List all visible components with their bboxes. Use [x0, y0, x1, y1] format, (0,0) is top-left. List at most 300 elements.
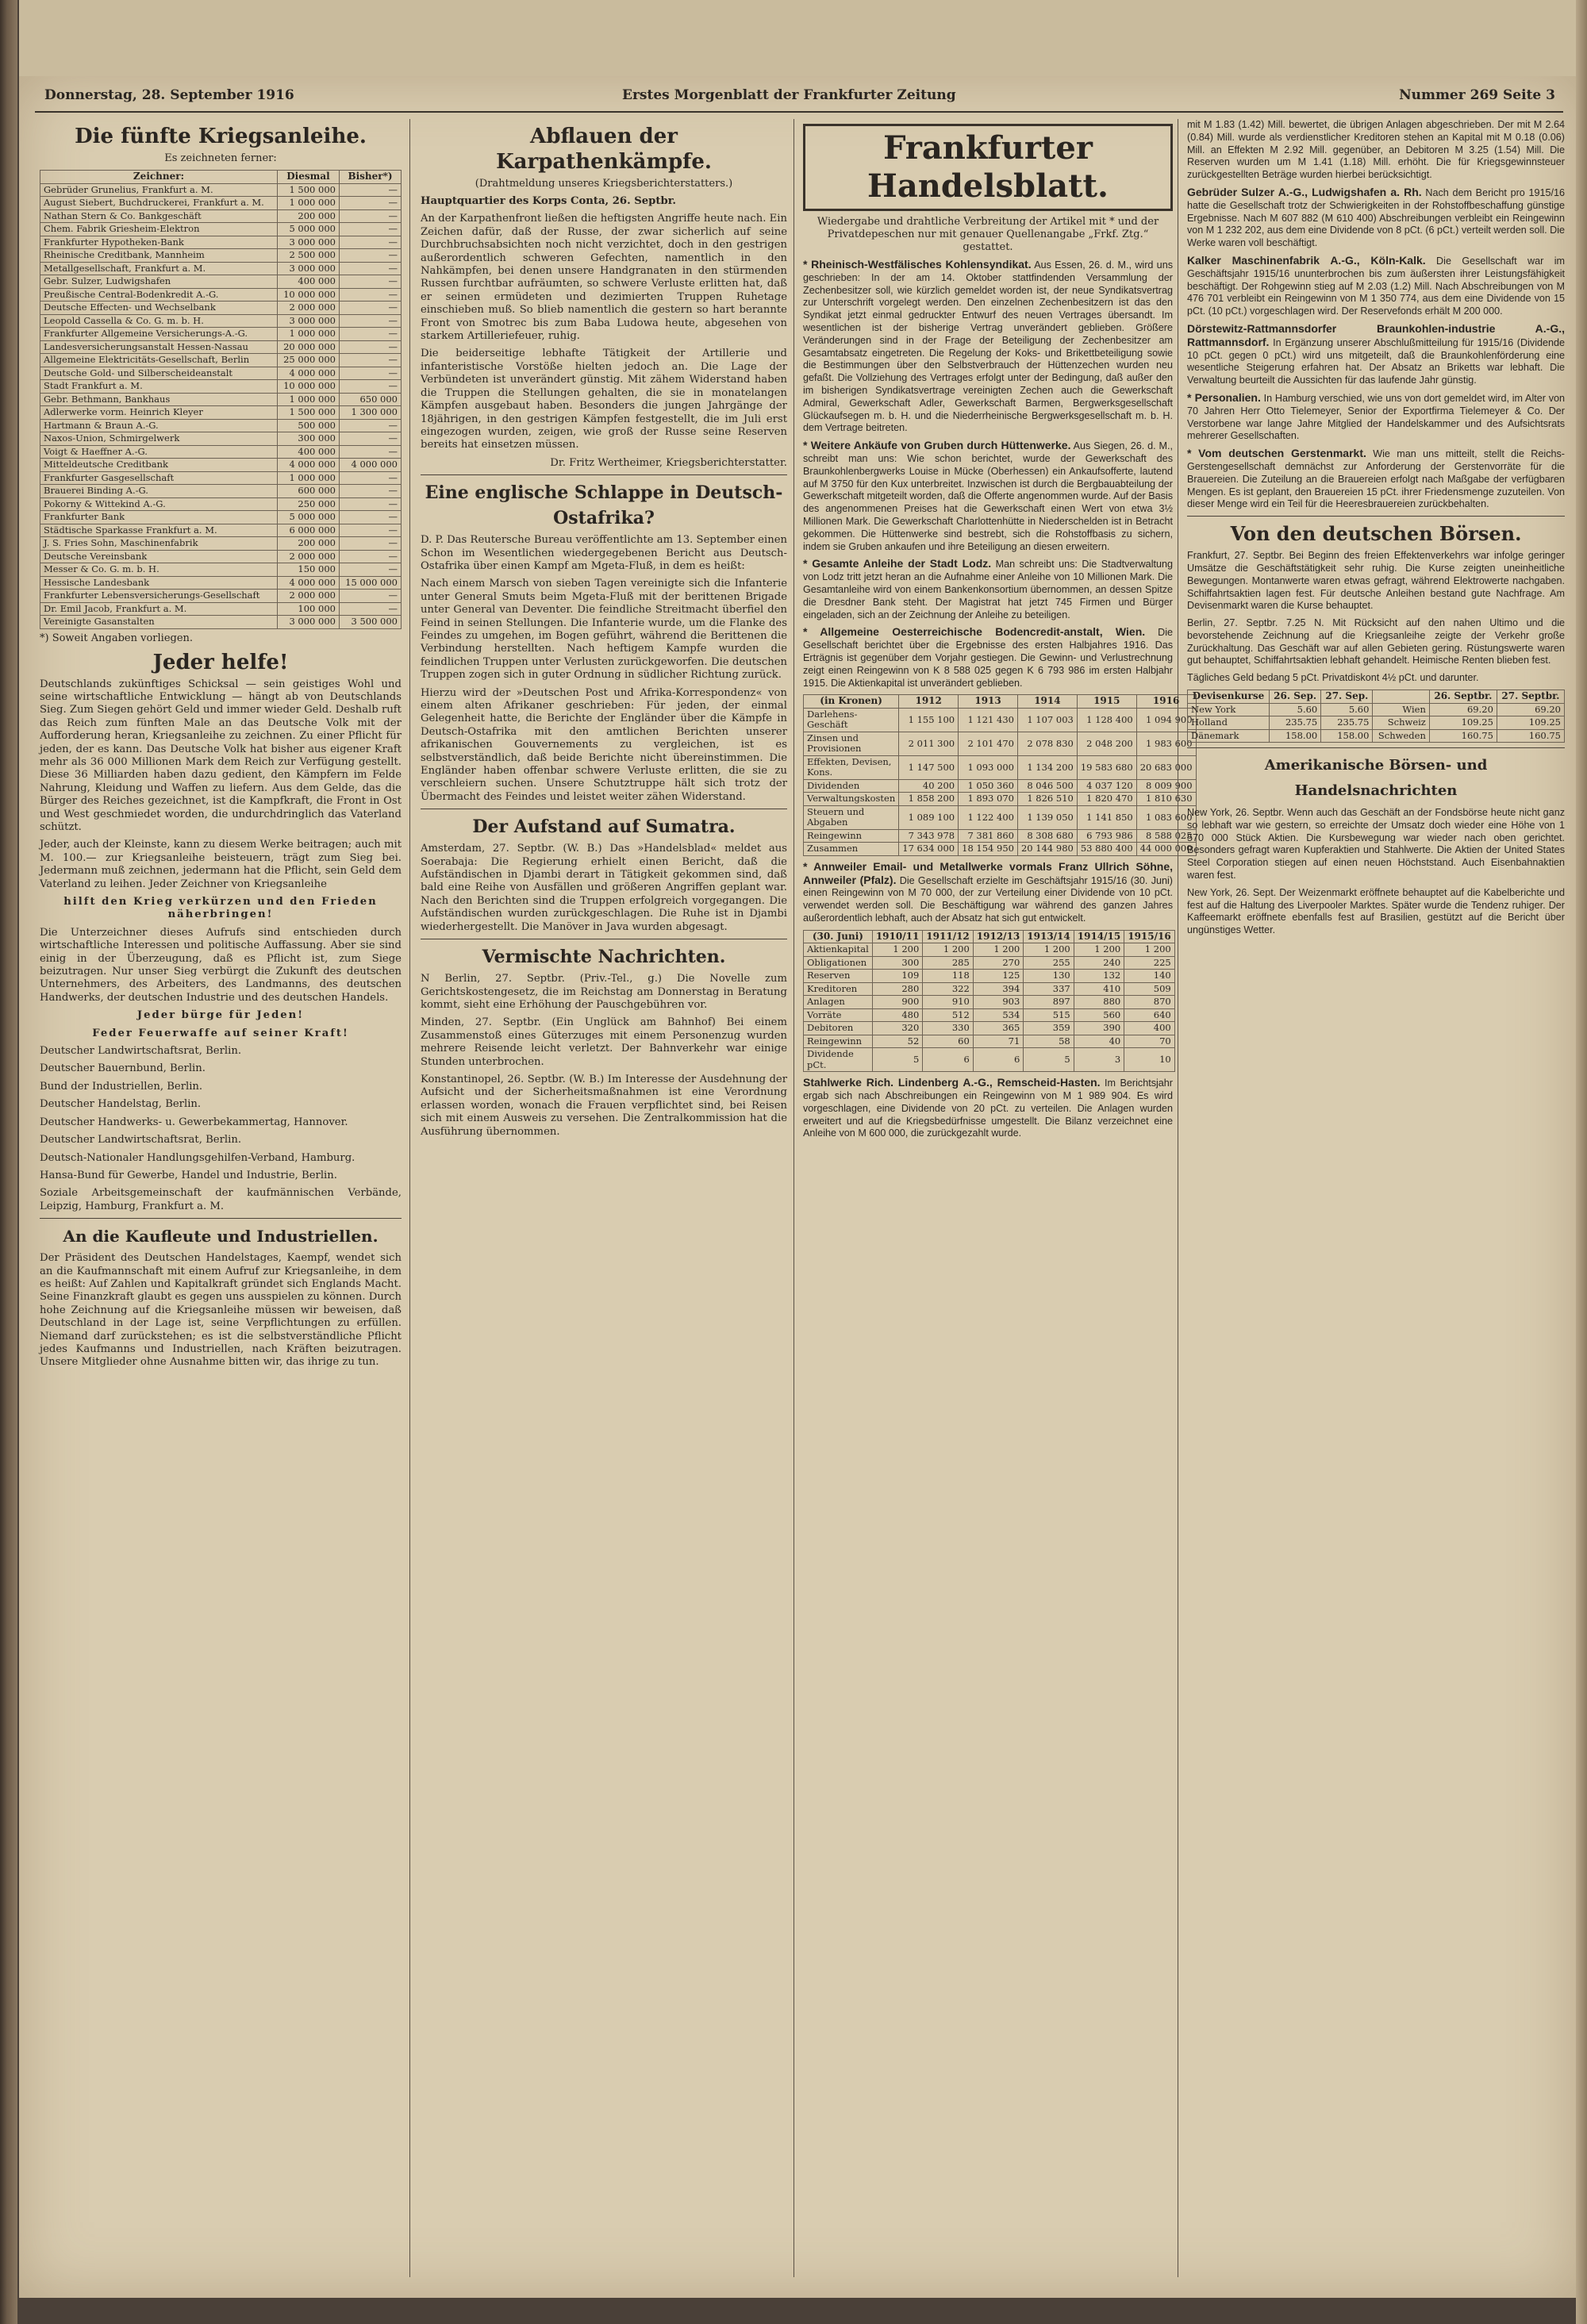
article-paragraph: New York, 26. Septbr. Wenn auch das Geschäft an der Fondsbörse heute nicht ganz so lebhaft war wie gestern, so erreichte der Umsatz doch wieder eine Höhe von 1 570 000 Stück Aktien. Die Kursbewegung war wieder nach oben gerichtet. Besonders gefragt waren Kupferaktien und Stahlwerte. Die Aktien der United States Steel Corporation stiegen auf einen neuen Höchststand. Auch Eisenbahnaktien waren fest.: [1187, 807, 1565, 882]
table-cell: —: [339, 197, 401, 210]
table-header-cell: 27. Sep.: [1321, 690, 1373, 704]
table-cell: —: [339, 367, 401, 380]
table-cell: Leopold Cassella & Co. G. m. b. H.: [40, 314, 278, 328]
table-cell: 2 000 000: [277, 590, 339, 603]
table-header-cell: 27. Septbr.: [1497, 690, 1564, 704]
table-header-cell: 1915/16: [1124, 930, 1174, 943]
table-cell: 480: [872, 1008, 922, 1022]
table-row: [40, 183, 402, 197]
table-cell: Zinsen und Provisionen: [804, 732, 899, 755]
table-cell: 1 000 000: [277, 197, 339, 210]
table-cell: —: [339, 314, 401, 328]
table-cell: 235.75: [1270, 716, 1321, 730]
table-row: [40, 511, 402, 524]
article-paragraph: Amsterdam, 27. Septbr. (W. B.) Das »Handelsblad« meldet aus Soerabaja: Die Regierung erhielt einen Bericht, daß die Aufständischen in Djambi derart in Tätigkeit gekommen sind, daß bald eine Reihe von Ausfällen und größeren Angriffen geplant war. Nach den Berichten sind die Truppen erfolgreich vorgegangen. Die Aufständischen wurden zurückgeschlagen. Die Ruhe ist in Djambi wiederhergestellt. Die Manöver in Java wurden abgesagt.: [421, 843, 787, 933]
table-cell: 6 000 000: [277, 524, 339, 537]
table-cell: 320: [872, 1022, 922, 1035]
table-cell: Debitoren: [804, 1022, 873, 1035]
table-cell: 1 500 000: [277, 183, 339, 197]
table-cell: 515: [1024, 1008, 1074, 1022]
table-footnote: *) Soweit Angaben vorliegen.: [40, 632, 194, 644]
table-cell: 4 000 000: [277, 576, 339, 590]
dateline: Hauptquartier des Korps Conta, 26. Septbr.: [421, 195, 677, 207]
signatory: Deutscher Handwerks- u. Gewerbekammertag, Hannover.: [40, 1116, 348, 1128]
table-cell: 1 893 070: [959, 793, 1018, 806]
article-title: Vermischte Nachrichten.: [482, 947, 726, 968]
table-row: [40, 354, 402, 367]
table-cell: 4 037 120: [1077, 779, 1136, 793]
table-cell: —: [339, 445, 401, 459]
war-loan-heading: Die fünfte Kriegsanleihe.: [75, 125, 367, 148]
war-loan-subheading: Es zeichneten ferner:: [164, 152, 277, 164]
article-paragraph: Jeder, auch der Kleinste, kann zu diesem Werke beitragen; auch mit M. 100.— zur Kriegsanleihe beisteuern, trägt zum Sieg bei. Jedermann muß zeichnen, jedermann hat die Pflicht, sein Geld dem Vaterland zu leihen. Jeder Zeichner von Kriegsanleihe: [40, 839, 402, 890]
table-cell: 300: [872, 956, 922, 970]
table-row: [40, 432, 402, 446]
table-cell: 322: [923, 982, 973, 996]
table-header-cell: 1914: [1017, 695, 1077, 709]
article-paragraph: Aus Siegen, 26. d. M., schreibt man uns: Wie schon berichtet, wurde der Gewerkschaft des Braunkohlenbergwerks Louise in Mücke (Oberhessen) ein Ankaufsofferte, lautend auf M 3750 für den Kux unterbreitet. Inzwischen ist durch die Bergbauabteilung der Gewerkschaft mitgeteilt worden, daß die Offerte angenommen wurde. Auf der Basis des angenommenen Preises hat die Gewerkschaft einen Wert von etwa 3½ Millionen Mark. Die Gewerkschaft Charlottenhütte in Niederschelden ist in Betracht gekommen. Die Hüttenwerke sind bestrebt, sich die Rohstoffbasis zu sichern, indem sie Gruben ankaufen und ihre Beteiligung an diesen erweitern.: [803, 440, 1173, 552]
table-row: [40, 471, 402, 485]
table-row: [40, 262, 402, 275]
table-cell: 900: [872, 996, 922, 1009]
table-cell: 140: [1124, 970, 1174, 983]
table-cell: 6 793 986: [1077, 829, 1136, 843]
table-cell: 7 343 978: [899, 829, 959, 843]
table-row: [40, 497, 402, 511]
table-cell: 235.75: [1321, 716, 1373, 730]
table-cell: 109.25: [1429, 716, 1497, 730]
table-cell: 4 000 000: [277, 367, 339, 380]
table-cell: Darlehens-Geschäft: [804, 708, 899, 732]
table-row: [40, 275, 402, 289]
table-cell: 58: [1024, 1035, 1074, 1048]
table-header-cell: 26. Sep.: [1270, 690, 1321, 704]
table-row: [40, 249, 402, 263]
table-row: [804, 956, 1175, 970]
table-cell: 8 308 680: [1017, 829, 1077, 843]
table-cell: 365: [973, 1022, 1023, 1035]
table-row: [40, 537, 402, 551]
table-cell: 109: [872, 970, 922, 983]
section-note: Wiedergabe und drahtliche Verbreitung der Artikel mit * und der Privatdepeschen nur mit genauer Quellenangabe „Frkf. Ztg.“ gestattet.: [817, 216, 1159, 253]
table-cell: 285: [923, 956, 973, 970]
table-row: [804, 805, 1197, 829]
table-cell: Vereinigte Gasanstalten: [40, 616, 278, 629]
table-cell: Schweiz: [1373, 716, 1429, 730]
article-title: Stahlwerke Rich. Lindenberg A.-G., Remscheid-Hasten.: [803, 1076, 1101, 1089]
table-cell: 3 000 000: [277, 262, 339, 275]
table-cell: 18 154 950: [959, 843, 1018, 856]
table-cell: 100 000: [277, 602, 339, 616]
column-1: [40, 119, 402, 2285]
table-cell: 1 500 000: [277, 406, 339, 420]
article-paragraph: Minden, 27. Septbr. (Ein Unglück am Bahnhof) Bei einem Zusammenstoß eines Güterzuges mit einem Personenzug wurden mehrere Reisende leicht verletzt. Der Bahnverkehr war einige Stunden unterbrochen.: [421, 1016, 787, 1068]
table-cell: 1 083 600: [1136, 805, 1196, 829]
table-row: [40, 445, 402, 459]
table-header-cell: (in Kronen): [804, 695, 899, 709]
table-cell: 5.60: [1321, 703, 1373, 716]
bank-results-table: [803, 694, 1197, 856]
table-cell: 2 101 470: [959, 732, 1018, 755]
table-row: [40, 406, 402, 420]
table-cell: 512: [923, 1008, 973, 1022]
table-cell: 118: [923, 970, 973, 983]
table-cell: Messer & Co. G. m. b. H.: [40, 563, 278, 577]
table-cell: —: [339, 328, 401, 341]
table-cell: 400: [1124, 1022, 1174, 1035]
article-title: * Rheinisch-Westfälisches Kohlensyndikat.: [803, 258, 1032, 271]
table-cell: 2 500 000: [277, 249, 339, 263]
table-cell: Dr. Emil Jacob, Frankfurt a. M.: [40, 602, 278, 616]
table-row: [804, 793, 1197, 806]
table-cell: 70: [1124, 1035, 1174, 1048]
section-heading: Frankfurter Handelsblatt.: [803, 124, 1173, 211]
table-row: [40, 328, 402, 341]
table-cell: 1 134 200: [1017, 755, 1077, 779]
table-cell: —: [339, 288, 401, 302]
table-cell: 600 000: [277, 485, 339, 498]
table-cell: Städtische Sparkasse Frankfurt a. M.: [40, 524, 278, 537]
table-cell: —: [339, 209, 401, 223]
table-cell: 650 000: [339, 393, 401, 406]
table-cell: Frankfurter Lebensversicherungs-Gesellschaft: [40, 590, 278, 603]
table-cell: —: [339, 590, 401, 603]
table-cell: 400 000: [277, 445, 339, 459]
column-3: [803, 119, 1193, 2285]
article-title: Jeder helfe!: [152, 650, 289, 674]
table-cell: 60: [923, 1035, 973, 1048]
table-cell: 6: [923, 1048, 973, 1072]
table-cell: 337: [1024, 982, 1074, 996]
table-cell: Dividenden: [804, 779, 899, 793]
table-cell: Zusammen: [804, 843, 899, 856]
article-paragraph: Nach einem Marsch von sieben Tagen vereinigte sich die Infanterie unter General Smuts beim Mgeta-Fluß mit der berittenen Brigade unter General van Deventer. Die feindliche Streitmacht überfiel den Feind in seinen Stellungen. Die Infanterie wurde, um die Flanke des Feindes zu umgehen, im Bogen geführt, während die Berittenen die Verbindung herstellten. Nach heftigem Kampfe wurden die feindlichen Truppen unter Verlusten zurückgeworfen. Die deutschen Truppen zogen sich in guter Ordnung in südlicher Richtung zurück.: [421, 578, 787, 682]
table-cell: 2 000 000: [277, 302, 339, 315]
table-row: [40, 419, 402, 432]
table-cell: 1 139 050: [1017, 805, 1077, 829]
table-cell: —: [339, 223, 401, 236]
table-cell: 8 046 500: [1017, 779, 1077, 793]
table-cell: 20 000 000: [277, 340, 339, 354]
table-cell: Gebr. Sulzer, Ludwigshafen: [40, 275, 278, 289]
table-header-cell: 26. Septbr.: [1429, 690, 1497, 704]
table-cell: Deutsche Vereinsbank: [40, 550, 278, 563]
table-cell: 1 000 000: [277, 328, 339, 341]
divider: [421, 474, 787, 475]
article-paragraph: Im Berichtsjahr ergab sich nach Abschreibungen ein Reingewinn von M 1 989 904. Es wird vorgeschlagen, eine Dividende von 20 pCt. zu verteilen. Die Anlagen wurden erweitert und auf die Kriegsbedürfnisse umgestellt. Die Bilanz verzeichnet eine Anleihe von M 600 000, die zurückgezahlt wurde.: [803, 1077, 1173, 1139]
article-paragraph: Deutschlands zukünftiges Schicksal — sein geistiges Wohl und seine wirtschaftliche Entwicklung — hängt ab von Deutschlands Sieg. Zum Siegen gehört Geld und immer wieder Geld. Deshalb ruft das Reich zum fünften Male an das Deutsche Volk mit der Aufforderung heran, Kriegsanleihe zu zeichnen. Zu einer Pflicht für jeden, der es kann. Das Deutsche Volk hat bisher aus eigener Kraft mehr als 36 000 Millionen Mark dem Reich zur Verfügung gestellt. Diese 36 Milliarden haben dazu gedient, den Kämpfern im Felde Nahrung, Kleidung und Waffen zu liefern. Aus dem Gelde, das die Bürger des Reiches gezeichnet, ist die Kampfkraft, die Front in Ost und West geschmiedet worden, die undurchdringlich das Vaterland schützt.: [40, 678, 402, 833]
table-cell: 240: [1074, 956, 1124, 970]
table-row: [804, 843, 1197, 856]
table-cell: —: [339, 275, 401, 289]
table-row: [804, 970, 1175, 983]
article-subtitle: (Drahtmeldung unseres Kriegsberichterstatters.): [475, 178, 733, 190]
article-paragraph: New York, 26. Sept. Der Weizenmarkt eröffnete behauptet auf die Kabelberichte und fest auf die Haltung des Liverpooler Marktes. Später wurde die Tendenz ruhiger. Der Kaffeemarkt eröffnete ebenfalls fest auf Brasilien, gestützt auf die Bericht über ungünstiges Wetter.: [1187, 886, 1565, 936]
column-4: [1187, 119, 1565, 2285]
table-row: [40, 236, 402, 249]
table-row: [804, 732, 1197, 755]
table-row: [804, 1022, 1175, 1035]
col-header-previous: Bisher*): [339, 171, 401, 184]
signatory: Deutscher Bauernbund, Berlin.: [40, 1062, 206, 1075]
table-cell: 500 000: [277, 419, 339, 432]
table-header-row: [804, 695, 1197, 709]
table-cell: 1 050 360: [959, 779, 1018, 793]
table-cell: 3: [1074, 1048, 1124, 1072]
article-paragraph: N Berlin, 27. Septbr. (Priv.-Tel., g.) Die Novelle zum Gerichtskostengesetz, die im Reichstag am Donnerstag in Beratung kommt, sieht eine Erhöhung der Pauschgebühren vor.: [421, 973, 787, 1011]
table-cell: 250 000: [277, 497, 339, 511]
article-title: Der Aufstand auf Sumatra.: [472, 816, 736, 838]
table-cell: 394: [973, 982, 1023, 996]
table-cell: 2 011 300: [899, 732, 959, 755]
table-cell: Rheinische Creditbank, Mannheim: [40, 249, 278, 263]
slogan: Feder Feuerwaffe auf seiner Kraft!: [92, 1027, 349, 1039]
table-cell: —: [339, 485, 401, 498]
article-paragraph: Konstantinopel, 26. Septbr. (W. B.) Im Interesse der Ausdehnung der Aufsicht und der Sicherheitsmaßnahmen ist eine Verordnung erlassen worden, wonach die Frauen verpflichtet sind, bei Reisen sich mit einem Ausweis zu versehen. Die Zentralkommission hat die Ausführung übernommen.: [421, 1073, 787, 1138]
article-paragraph: Die Gesellschaft berichtet über die Ergebnisse des ersten Halbjahres 1916. Das Erträgnis ist gegenüber dem Vorjahr gestiegen. Die Gewinn- und Verlustrechnung zeigt einen Reingewinn von K 8 588 025 gegen K 6 793 986 im ersten Halbjahr 1915. Die Aktienkapital ist unverändert geblieben.: [803, 627, 1174, 689]
table-cell: 125: [973, 970, 1023, 983]
table-cell: Effekten, Devisen, Kons.: [804, 755, 899, 779]
table-cell: 1 121 430: [959, 708, 1018, 732]
table-header-cell: [1373, 690, 1429, 704]
section-heading: Amerikanische Börsen- und Handelsnachrichten: [1264, 757, 1488, 800]
article-title: Abflauen der Karpathenkämpfe.: [496, 125, 712, 174]
column-2: [421, 119, 787, 2285]
signatory-list: [40, 1045, 402, 1213]
table-header-cell: 1913: [959, 695, 1018, 709]
table-cell: 1 810 630: [1136, 793, 1196, 806]
table-cell: Naxos-Union, Schmirgelwerk: [40, 432, 278, 446]
table-cell: 330: [923, 1022, 973, 1035]
table-header-cell: 1913/14: [1024, 930, 1074, 943]
table-cell: Gebrüder Grunelius, Frankfurt a. M.: [40, 183, 278, 197]
table-row: [40, 485, 402, 498]
table-row: [804, 943, 1175, 957]
table-cell: 390: [1074, 1022, 1124, 1035]
article-paragraph: Die Gesellschaft war im Geschäftsjahr 1915/16 ununterbrochen bis zum äußersten ihrer Leistungsfähigkeit beschäftigt. Der Rohgewinn stieg auf M 2.03 (1.2) Mill. Nach Abschreibungen von M 476 701 verbleibt ein Reingewinn von M 1 350 774, aus dem eine Dividende von 15 pCt. (10 pCt.) vorgeschlagen wird. Der Reservefonds erhält M 200 000.: [1187, 255, 1565, 317]
table-cell: Adlerwerke vorm. Heinrich Kleyer: [40, 406, 278, 420]
table-row: [40, 288, 402, 302]
article-paragraph: In Hamburg verschied, wie uns von dort gemeldet wird, im Alter von 70 Jahren Herr Otto Tielemeyer, Senior der Exportfirma Tielemeyer & Co. Der Verstorbene war lange Jahre Mitglied der Handelskammer und des Aufsichtsrats mehrerer Gesellschaften.: [1187, 392, 1566, 442]
table-cell: Dänemark: [1188, 729, 1270, 743]
table-cell: Brauerei Binding A.-G.: [40, 485, 278, 498]
article-title: * Gesamte Anleihe der Stadt Lodz.: [803, 557, 992, 570]
table-header-cell: 1912: [899, 695, 959, 709]
table-cell: Wien: [1373, 703, 1429, 716]
table-cell: 20 144 980: [1017, 843, 1077, 856]
table-cell: 1 107 003: [1017, 708, 1077, 732]
table-cell: 2 048 200: [1077, 732, 1136, 755]
company-balance-table: [803, 930, 1175, 1073]
divider: [1187, 516, 1565, 517]
table-cell: 40: [1074, 1035, 1124, 1048]
signatory: Deutsch-Nationaler Handlungsgehilfen-Verband, Hamburg.: [40, 1151, 355, 1164]
table-cell: Anlagen: [804, 996, 873, 1009]
divider: [1187, 747, 1565, 748]
table-row: [804, 1008, 1175, 1022]
table-cell: 10 000 000: [277, 288, 339, 302]
table-header-cell: Devisenkurse: [1188, 690, 1270, 704]
slogan: Jeder bürge für Jeden!: [136, 1009, 305, 1022]
table-cell: Preußische Central-Bodenkredit A.-G.: [40, 288, 278, 302]
table-cell: 897: [1024, 996, 1074, 1009]
article-paragraph: Die beiderseitige lebhafte Tätigkeit der Artillerie und infanteristische Vorstöße hielten jedoch an. Die Lage der Verbündeten ist unverändert günstig. Mit zähem Widerstand haben die Truppen die Stellungen gehalten, die sie in monatelangen Kämpfen ausgebaut haben. Besonders die jungen Jahrgänge der 18jährigen, in den gestrigen Kämpfen festgestellt, die im Juli erst eingezogen wurden, zeigen, wie groß der Russe seine Reserven bereits hat einsetzen müssen.: [421, 348, 787, 451]
table-cell: Kreditoren: [804, 982, 873, 996]
table-cell: 1 093 000: [959, 755, 1018, 779]
byline: Dr. Fritz Wertheimer, Kriegsberichterstatter.: [550, 456, 787, 469]
table-row: [40, 524, 402, 537]
table-cell: —: [339, 471, 401, 485]
table-row: [804, 755, 1197, 779]
table-row: [40, 340, 402, 354]
subscriber-table-body: [40, 183, 402, 628]
table-cell: 1 094 900: [1136, 708, 1196, 732]
table-cell: 3 000 000: [277, 616, 339, 629]
table-cell: 1 000 000: [277, 471, 339, 485]
table-cell: 1 826 510: [1017, 793, 1077, 806]
table-cell: 10: [1124, 1048, 1174, 1072]
table-cell: —: [339, 537, 401, 551]
table-cell: Frankfurter Allgemeine Versicherungs-A.-G.: [40, 328, 278, 341]
table-cell: Gebr. Bethmann, Bankhaus: [40, 393, 278, 406]
table-cell: —: [339, 524, 401, 537]
article-paragraph: Die Gesellschaft erzielte im Geschäftsjahr 1915/16 (30. Juni) einen Reingewinn von M 70 000, der zur Verteilung einer Dividende von 10 pCt. verwendet werden soll. Die Beschäftigung war während des ganzen Jahres außerordentlich lebhaft, auch der Absatz hat sich gut entwickelt.: [803, 874, 1173, 924]
table-cell: 10 000 000: [277, 380, 339, 394]
table-cell: 4 000 000: [339, 459, 401, 472]
table-cell: J. S. Fries Sohn, Maschinenfabrik: [40, 537, 278, 551]
table-cell: Voigt & Haeffner A.-G.: [40, 445, 278, 459]
table-cell: Mitteldeutsche Creditbank: [40, 459, 278, 472]
article-paragraph: Man schreibt uns: Die Stadtverwaltung von Lodz tritt jetzt heran an die Aufnahme einer Anleihe von 10 Millionen Mark. Die Gesamtanleihe wird von einem Bankenkonsortium übernommen, an dessen Spitze die Dresdner Bank steht. Der Magistrat hat jetzt 745 Firmen und Bürger eingeladen, sich an der Zeichnung der Anleihe zu beteiligen.: [803, 559, 1173, 620]
article-title: An die Kaufleute und Industriellen.: [63, 1227, 378, 1247]
table-cell: 4 000 000: [277, 459, 339, 472]
table-cell: 69.20: [1497, 703, 1564, 716]
table-header-cell: 1912/13: [973, 930, 1023, 943]
table-cell: 52: [872, 1035, 922, 1048]
article-paragraph: Hierzu wird der »Deutschen Post und Afrika-Korrespondenz« von einem alten Afrikaner geschrieben: Für jeden, der einmal Gelegenheit hatte, die Berichte der Engländer über die Kämpfe in Deutsch-Ostafrika mit den amtlichen Berichten unserer afrikanischen Gouvernements zu vergleichen, ist es selbstverständlich, daß beide Berichte nicht übereinstimmen. Die Engländer haben offenbar schwere Verluste erlitten, die sie zu verschleiern suchen. Unsere Schutztruppe hält sich trotz der Übermacht des Feindes und leistet weiter zähen Widerstand.: [421, 686, 787, 803]
article-paragraph: Aus Essen, 26. d. M., wird uns geschrieben: In der am 14. Oktober stattfindenden Versammlung der Zechenbesitzer soll, wie kürzlich gemeldet worden ist, der neue Syndikatsvertrag zur Unterschrift vorgelegt werden. Den einzelnen Zechenbesitzern ist das den Syndikat jetzt einmal gedruckter Entwurf des neuen Vertrages übersandt. Im wesentlichen ist der bisherige Vertrag unverändert geblieben. Größere Veränderungen sind in der Frage der Beteiligung der Zechenbesitzer am Gesamtabsatz eingetreten. Die Regelung der Koks- und Brikettbeteiligung sowie die Bestimmungen über den Selbstverbrauch der Hüttenzechen wurden neu gefaßt. Die Vollziehung des Vertrages erfolgt unter der Bedingung, daß außer den im bisherigen Syndikatsvertrage vereinigten Zechen auch die Gewerkschaft Admiral, Gewerkschaft Adler, Gewerkschaft Barmen, Bergwerksgesellschaft Glückaufsegen m. b. H. und die Niederrheinische Bergwerksgesellschaft m. b. H. dem Vertrage beitreten.: [803, 259, 1173, 434]
table-cell: 1 141 850: [1077, 805, 1136, 829]
table-row: [40, 302, 402, 315]
table-cell: 3 000 000: [277, 314, 339, 328]
signatory: Soziale Arbeitsgemeinschaft der kaufmännischen Verbände, Leipzig, Hamburg, Frankfurt a. M.: [40, 1187, 402, 1212]
table-cell: 53 880 400: [1077, 843, 1136, 856]
signatory: Deutscher Handelstag, Berlin.: [40, 1098, 202, 1111]
signatory: Hansa-Bund für Gewerbe, Handel und Industrie, Berlin.: [40, 1169, 337, 1181]
table-header-cell: (30. Juni): [804, 930, 873, 943]
table-body: [1188, 703, 1565, 743]
table-cell: 5: [872, 1048, 922, 1072]
table-cell: New York: [1188, 703, 1270, 716]
signatory: Deutscher Landwirtschaftsrat, Berlin.: [40, 1134, 242, 1147]
table-cell: Verwaltungskosten: [804, 793, 899, 806]
article-paragraph: An der Karpathenfront ließen die heftigsten Angriffe heute nach. Ein Zeichen dafür, daß der Russe, der zwar sicherlich auf seine Durchbruchsabsichten noch nicht verzichtet, doch in den gestrigen außerordentlich schweren Gefechten, namentlich in den Nahkämpfen, bei denen unsere Handgranaten in den stürmenden Russen furchtbar aufräumten, so schwere Verluste erlitten hat, daß er seinen ermüdeten und dezimierten Truppen Ruhetage einschieben muß. So blieb namentlich die gestern so hart berannte Front von Smotrec bis zum Baba Ludowa heute, abgesehen von starkem Artilleriefeuer, ruhig.: [421, 213, 787, 343]
table-cell: 5.60: [1270, 703, 1321, 716]
table-cell: Frankfurter Hypotheken-Bank: [40, 236, 278, 249]
table-body: [804, 943, 1175, 1072]
table-cell: 1 155 100: [899, 708, 959, 732]
table-cell: Reserven: [804, 970, 873, 983]
col-header-subscriber: Zeichner:: [40, 171, 278, 184]
table-cell: Reingewinn: [804, 1035, 873, 1048]
table-header-cell: 1914/15: [1074, 930, 1124, 943]
table-cell: —: [339, 602, 401, 616]
masthead-title: Erstes Morgenblatt der Frankfurter Zeitung: [622, 87, 956, 103]
article-paragraph: mit M 1.83 (1.42) Mill. bewertet, die übrigen Anlagen abgeschrieben. Der mit M 2.64 (0.84) Mill. wurde als verdienstlicher Kreditoren stehen an Kapital mit M 0.18 (0.06) Mill. an Effekten M 2.92 Mill. gegenüber, an Debitoren M 3.25 (1.54) Mill. Die Reserven wurden um M 1.41 (1.18) Mill. erhöht. Die für Kriegsgewinnsteuer zurückgestellten Beträge wurden hierbei berücksichtigt.: [1187, 119, 1565, 181]
table-cell: —: [339, 340, 401, 354]
table-cell: 6: [973, 1048, 1023, 1072]
table-cell: 560: [1074, 1008, 1124, 1022]
article-title: * Annweiler Email- und Metallwerke vormals Franz Ullrich Söhne, Annweiler (Pfalz).: [803, 859, 1173, 886]
article-title: Dörstewitz-Rattmannsdorfer Braunkohlen-industrie A.-G., Rattmannsdorf.: [1187, 321, 1565, 348]
table-row: [40, 209, 402, 223]
table-cell: Frankfurter Gasgesellschaft: [40, 471, 278, 485]
table-cell: Metallgesellschaft, Frankfurt a. M.: [40, 262, 278, 275]
table-row: [40, 563, 402, 577]
table-cell: —: [339, 419, 401, 432]
table-row: [40, 223, 402, 236]
table-cell: 534: [973, 1008, 1023, 1022]
table-cell: —: [339, 550, 401, 563]
table-cell: 903: [973, 996, 1023, 1009]
table-cell: 1 122 400: [959, 805, 1018, 829]
table-cell: Pokorny & Wittekind A.-G.: [40, 497, 278, 511]
table-cell: 130: [1024, 970, 1074, 983]
table-cell: Obligationen: [804, 956, 873, 970]
table-cell: 870: [1124, 996, 1174, 1009]
table-cell: 1 200: [1024, 943, 1074, 957]
previous-page-edge: [0, 0, 17, 2324]
table-cell: 1 000 000: [277, 393, 339, 406]
article-title: Eine englische Schlappe in Deutsch-Ostafrika?: [425, 482, 783, 529]
table-cell: 1 820 470: [1077, 793, 1136, 806]
table-header-cell: 1910/11: [872, 930, 922, 943]
table-cell: Hartmann & Braun A.-G.: [40, 419, 278, 432]
table-cell: 160.75: [1429, 729, 1497, 743]
table-cell: 280: [872, 982, 922, 996]
signatory: Deutscher Landwirtschaftsrat, Berlin.: [40, 1045, 242, 1058]
table-cell: —: [339, 563, 401, 577]
page-right-edge: [1576, 0, 1587, 2324]
table-cell: 200 000: [277, 537, 339, 551]
table-cell: 255: [1024, 956, 1074, 970]
table-cell: 17 634 000: [899, 843, 959, 856]
table-row: [40, 314, 402, 328]
table-cell: Aktienkapital: [804, 943, 873, 957]
table-row: [1188, 703, 1565, 716]
table-cell: 1 858 200: [899, 793, 959, 806]
table-cell: Nathan Stern & Co. Bankgeschäft: [40, 209, 278, 223]
article-paragraph: In Ergänzung unserer Abschlußmitteilung für 1915/16 (Dividende 10 pCt. gegen 0 pCt.) wird uns mitgeteilt, daß die Braunkohlenförderung eine wesentliche Steigerung erfahren hat. Der Absatz an Briketts war lebhaft. Die Verwaltung beurteilt die Aussichten für das laufende Jahr günstig.: [1187, 336, 1566, 386]
article-title: * Allgemeine Oesterreichische Bodencredit-anstalt, Wien.: [803, 625, 1146, 639]
table-row: [40, 380, 402, 394]
table-cell: 160.75: [1497, 729, 1564, 743]
table-header-row: [804, 930, 1175, 943]
table-cell: 2 078 830: [1017, 732, 1077, 755]
table-cell: 71: [973, 1035, 1023, 1048]
table-row: [40, 576, 402, 590]
table-cell: 1 089 100: [899, 805, 959, 829]
table-cell: —: [339, 302, 401, 315]
table-cell: 5 000 000: [277, 511, 339, 524]
table-row: [804, 829, 1197, 843]
table-cell: Landesversicherungsanstalt Hessen-Nassau: [40, 340, 278, 354]
table-cell: 1 147 500: [899, 755, 959, 779]
table-cell: Deutsche Effecten- und Wechselbank: [40, 302, 278, 315]
article-title: * Vom deutschen Gerstenmarkt.: [1187, 447, 1366, 460]
table-cell: Frankfurter Bank: [40, 511, 278, 524]
article-paragraph: Frankfurt, 27. Septbr. Bei Beginn des freien Effektenverkehrs war infolge geringer Umsätze die Geschäftstätigkeit sehr ruhig. Die Kurse zeigten uneinheitliche Bewegungen. Montanwerte waren etwas gefragt, während Elektrowerte nachgaben. Schiffahrtsaktien lagen fest. Für deutsche Anleihen bestand gute Nachfrage. Am Devisenmarkt waren die Kurse behauptet.: [1187, 550, 1565, 612]
